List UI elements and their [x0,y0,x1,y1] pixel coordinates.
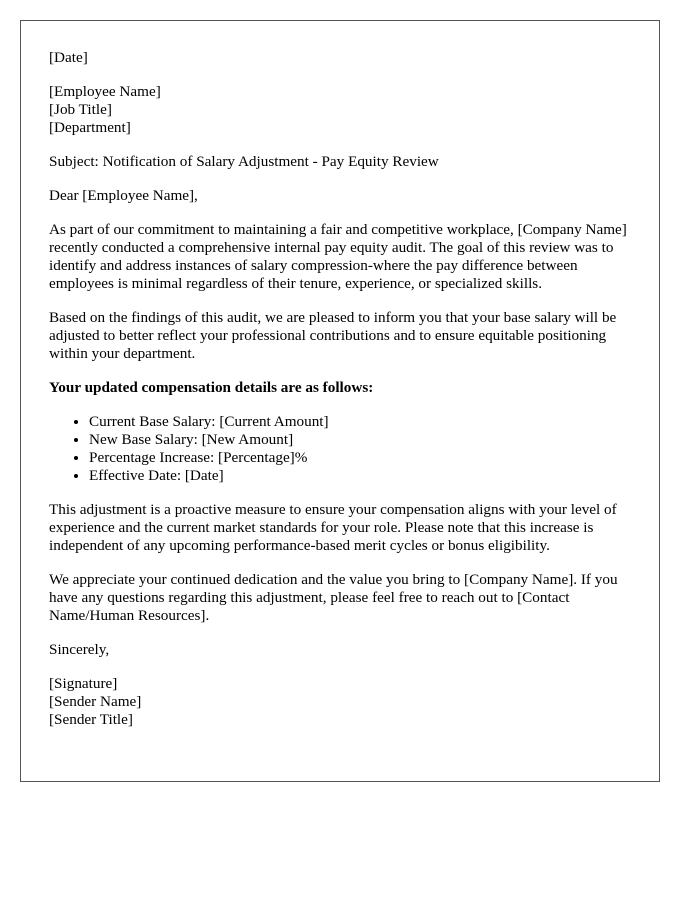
appreciation-paragraph: We appreciate your continued dedication and the value you bring to [Company Name]. If you have any questions regarding this adjustment, please feel free to reach out to [Contact Name/Human Resources]. [49,571,618,624]
detail-effective-date: • Effective Date: [Date] [89,467,631,485]
signature-block [49,675,631,729]
salutation: Dear [Employee Name], [49,187,198,204]
findings-paragraph: Based on the findings of this audit, we are pleased to inform you that your base salary will be adjusted to better reflect your professional contributions and to ensure equitable positioning within your department. [49,309,617,362]
recipient-job-title: [Job Title] [49,101,112,118]
compensation-details-list [49,413,631,485]
intro-paragraph: As part of our commitment to maintaining a fair and competitive workplace, [Company Name] recently conducted a comprehensive internal pay equity audit. The goal of this review was to identify and address instances of salary compression-where the pay difference between employees is minimal regardless of their tenure, experience, or specialized skills. [49,221,627,292]
details-heading: Your updated compensation details are as follows: [49,379,374,396]
adjustment-paragraph: This adjustment is a proactive measure to ensure your compensation aligns with your level of experience and the current market standards for your role. Please note that this increase is independent of any upcoming performance-based merit cycles or bonus eligibility. [49,501,617,554]
sender-name: [Sender Name] [49,693,142,710]
letter-document [20,20,660,782]
detail-new-base-salary: • New Base Salary: [New Amount] [89,431,631,449]
sender-title: [Sender Title] [49,711,133,728]
recipient-name: [Employee Name] [49,83,161,100]
detail-percentage-increase: • Percentage Increase: [Percentage]% [89,449,631,467]
closing: Sincerely, [49,641,110,658]
recipient-department: [Department] [49,119,131,136]
detail-current-base-salary: • Current Base Salary: [Current Amount] [89,413,631,431]
subject-line: Subject: Notification of Salary Adjustment - Pay Equity Review [49,153,439,170]
date-line: [Date] [49,49,88,66]
recipient-block [49,83,631,137]
signature: [Signature] [49,675,118,692]
